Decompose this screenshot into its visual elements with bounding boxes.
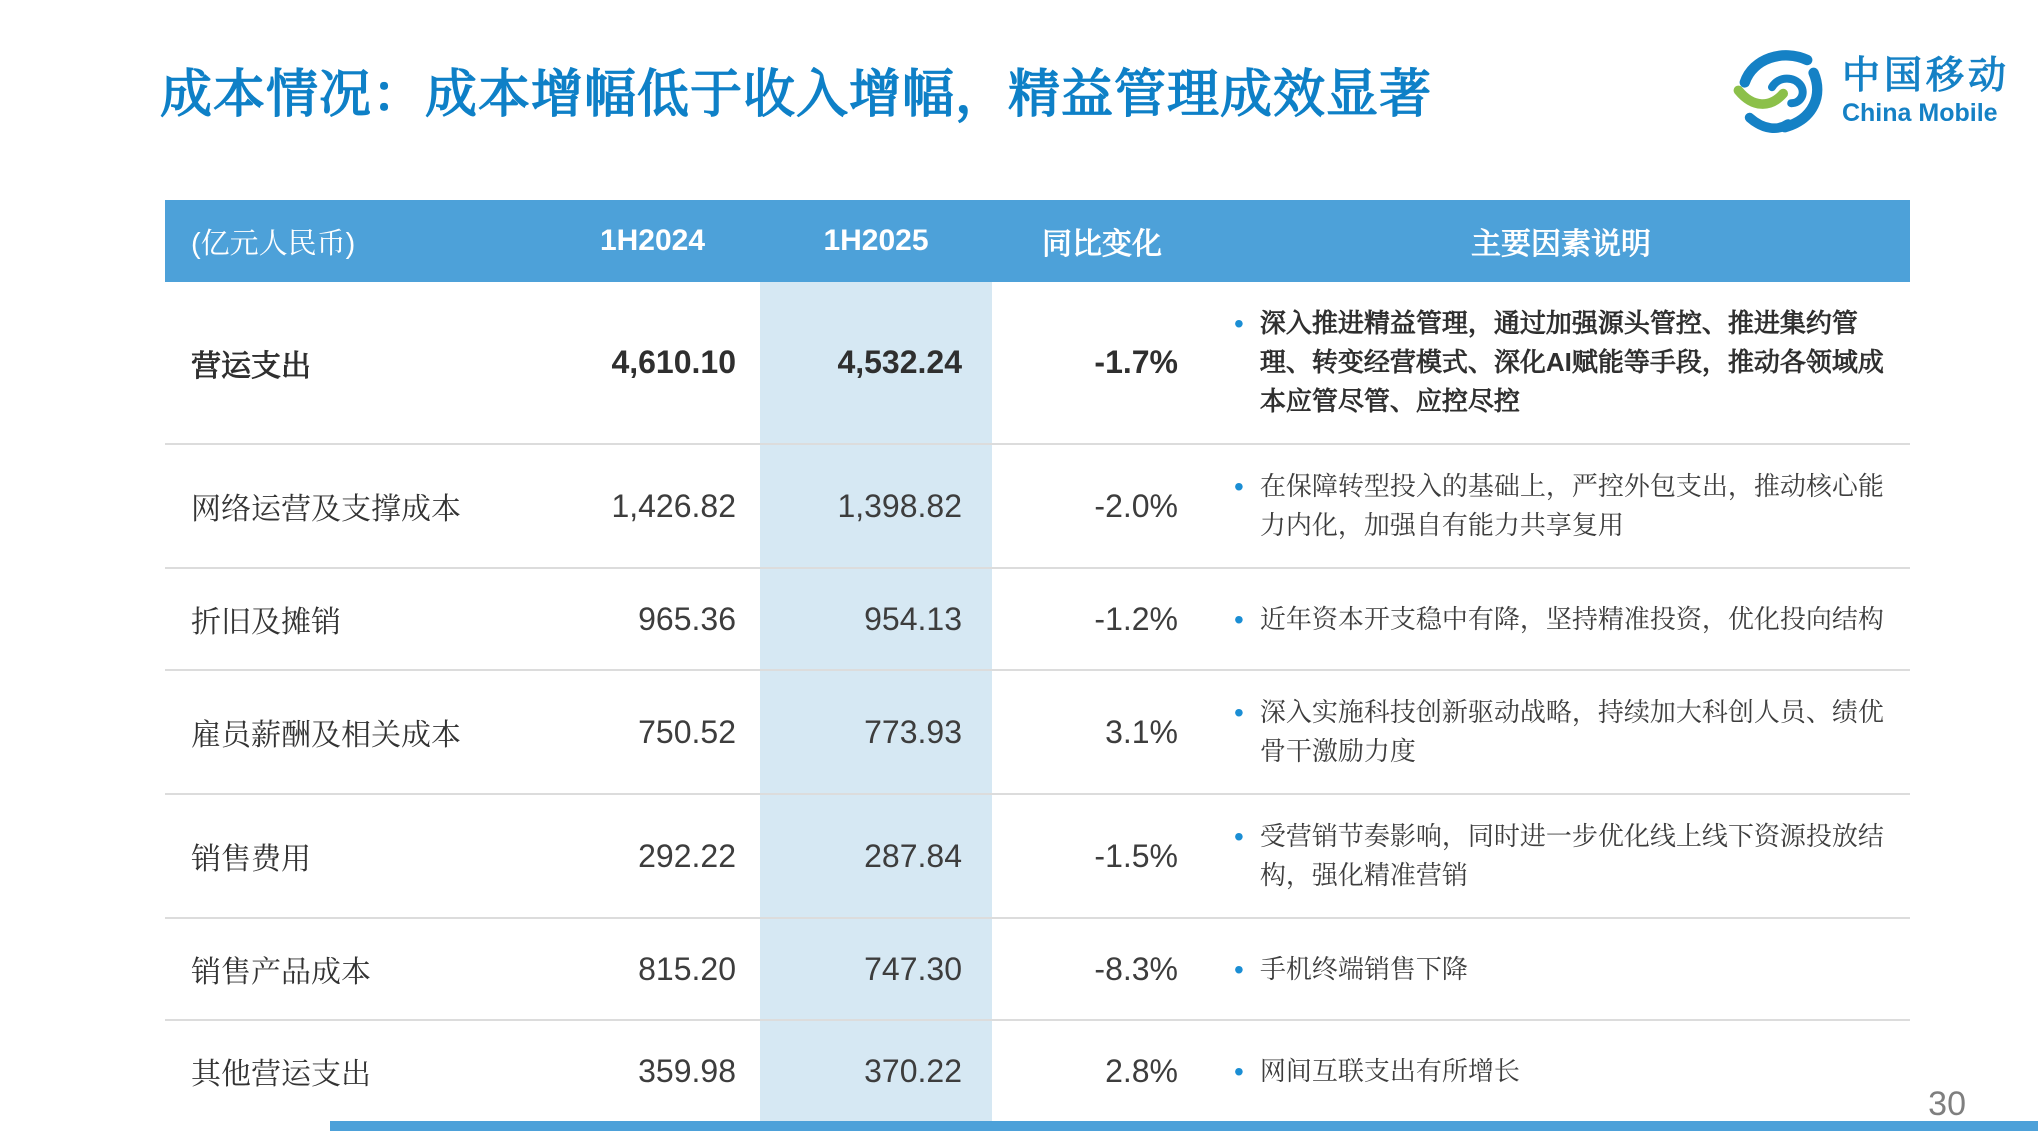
row-label: 雇员薪酬及相关成本	[165, 670, 545, 794]
value-1h2025: 747.30	[760, 918, 992, 1020]
note	[1234, 304, 1902, 421]
table-row	[165, 1020, 1910, 1121]
value-1h2024: 292.22	[545, 794, 760, 918]
value-yoy: -8.3%	[992, 918, 1212, 1020]
value-yoy: -1.2%	[992, 568, 1212, 670]
table-row	[165, 568, 1910, 670]
row-label: 折旧及摊销	[165, 568, 545, 670]
table-row	[165, 670, 1910, 794]
note-text: 手机终端销售下降	[1259, 953, 1468, 984]
note-text: 深入推进精益管理，通过加强源头管控、推进集约管理、转变经营模式、深化AI赋能等手段，推动各领域成本应管尽管、应控尽控	[1259, 308, 1884, 416]
note	[1234, 693, 1902, 771]
header-1h2024: 1H2024	[545, 200, 760, 282]
note	[1234, 600, 1902, 639]
note-cell	[1212, 444, 1910, 568]
note-text: 受营销节奏影响，同时进一步优化线上线下资源投放结构，强化精准营销	[1259, 821, 1884, 890]
note	[1234, 817, 1902, 895]
table-header	[165, 200, 1910, 282]
table-row	[165, 794, 1910, 918]
logo-name-en: China Mobile	[1841, 98, 1998, 127]
note	[1234, 1052, 1902, 1091]
value-1h2024: 359.98	[638, 1052, 736, 1089]
value-yoy: 3.1%	[992, 670, 1212, 794]
china-mobile-logo-icon	[1732, 44, 1828, 140]
bullet-icon: •	[1234, 308, 1244, 339]
value-1h2025: 4,532.24	[760, 282, 992, 444]
note-cell	[1212, 568, 1910, 670]
cost-table	[165, 200, 1910, 1121]
note-text: 在保障转型投入的基础上，严控外包支出，推动核心能力内化，加强自有能力共享复用	[1259, 471, 1884, 540]
bullet-icon: •	[1234, 471, 1244, 502]
bullet-icon: •	[1234, 697, 1244, 728]
bottom-divider	[330, 1121, 2038, 1131]
china-mobile-logo-text	[1842, 56, 2010, 128]
note	[1234, 950, 1902, 989]
table-row	[165, 282, 1910, 444]
table-body	[165, 282, 1910, 1121]
value-1h2024: 815.20	[545, 918, 760, 1020]
value-1h2025: 773.93	[760, 670, 992, 794]
bullet-icon: •	[1234, 953, 1244, 985]
row-label: 其他营运支出	[191, 1058, 371, 1091]
value-1h2024: 1,426.82	[545, 444, 760, 568]
note-cell	[1212, 918, 1910, 1020]
table-row	[165, 918, 1910, 1020]
cost-table-container	[165, 200, 1910, 1121]
page-title: 成本情况：成本增幅低于收入增幅，精益管理成效显著	[160, 66, 1433, 124]
header-1h2025: 1H2025	[760, 200, 992, 282]
row-label: 销售费用	[165, 794, 545, 918]
header-row	[165, 200, 1910, 282]
note-text: 网间互联支出有所增长	[1259, 1055, 1520, 1086]
header-notes: 主要因素说明	[1212, 200, 1910, 282]
logo-name-zh: 中国移动	[1841, 55, 2010, 98]
value-1h2025: 1,398.82	[760, 444, 992, 568]
note-cell	[1212, 794, 1910, 918]
note	[1234, 467, 1902, 545]
note-cell	[1212, 282, 1910, 444]
value-1h2025: 954.13	[760, 568, 992, 670]
header-unit: (亿元人民币)	[165, 200, 545, 282]
value-1h2025: 370.22	[760, 1020, 992, 1121]
value-yoy: -2.0%	[992, 444, 1212, 568]
note-cell	[1212, 670, 1910, 794]
value-1h2025: 287.84	[760, 794, 992, 918]
header-yoy: 同比变化	[992, 200, 1212, 282]
row-label: 网络运营及支撑成本	[165, 444, 545, 568]
note-text: 近年资本开支稳中有降，坚持精准投资，优化投向结构	[1259, 603, 1884, 634]
bullet-icon: •	[1234, 603, 1244, 635]
note-text: 深入实施科技创新驱动战略，持续加大科创人员、绩优骨干激励力度	[1259, 697, 1884, 766]
value-yoy: -1.5%	[992, 794, 1212, 918]
value-1h2024: 750.52	[545, 670, 760, 794]
table-row	[165, 444, 1910, 568]
page-number: 30	[1928, 1085, 1966, 1123]
bullet-icon: •	[1234, 1055, 1244, 1087]
bullet-icon: •	[1234, 821, 1244, 852]
china-mobile-logo	[1732, 44, 2010, 140]
value-1h2024: 965.36	[545, 568, 760, 670]
value-yoy: 2.8%	[1105, 1052, 1178, 1089]
row-label: 营运支出	[165, 282, 545, 444]
value-yoy: -1.7%	[992, 282, 1212, 444]
row-label: 销售产品成本	[165, 918, 545, 1020]
note-cell	[1212, 1020, 1910, 1121]
value-1h2024: 4,610.10	[545, 282, 760, 444]
